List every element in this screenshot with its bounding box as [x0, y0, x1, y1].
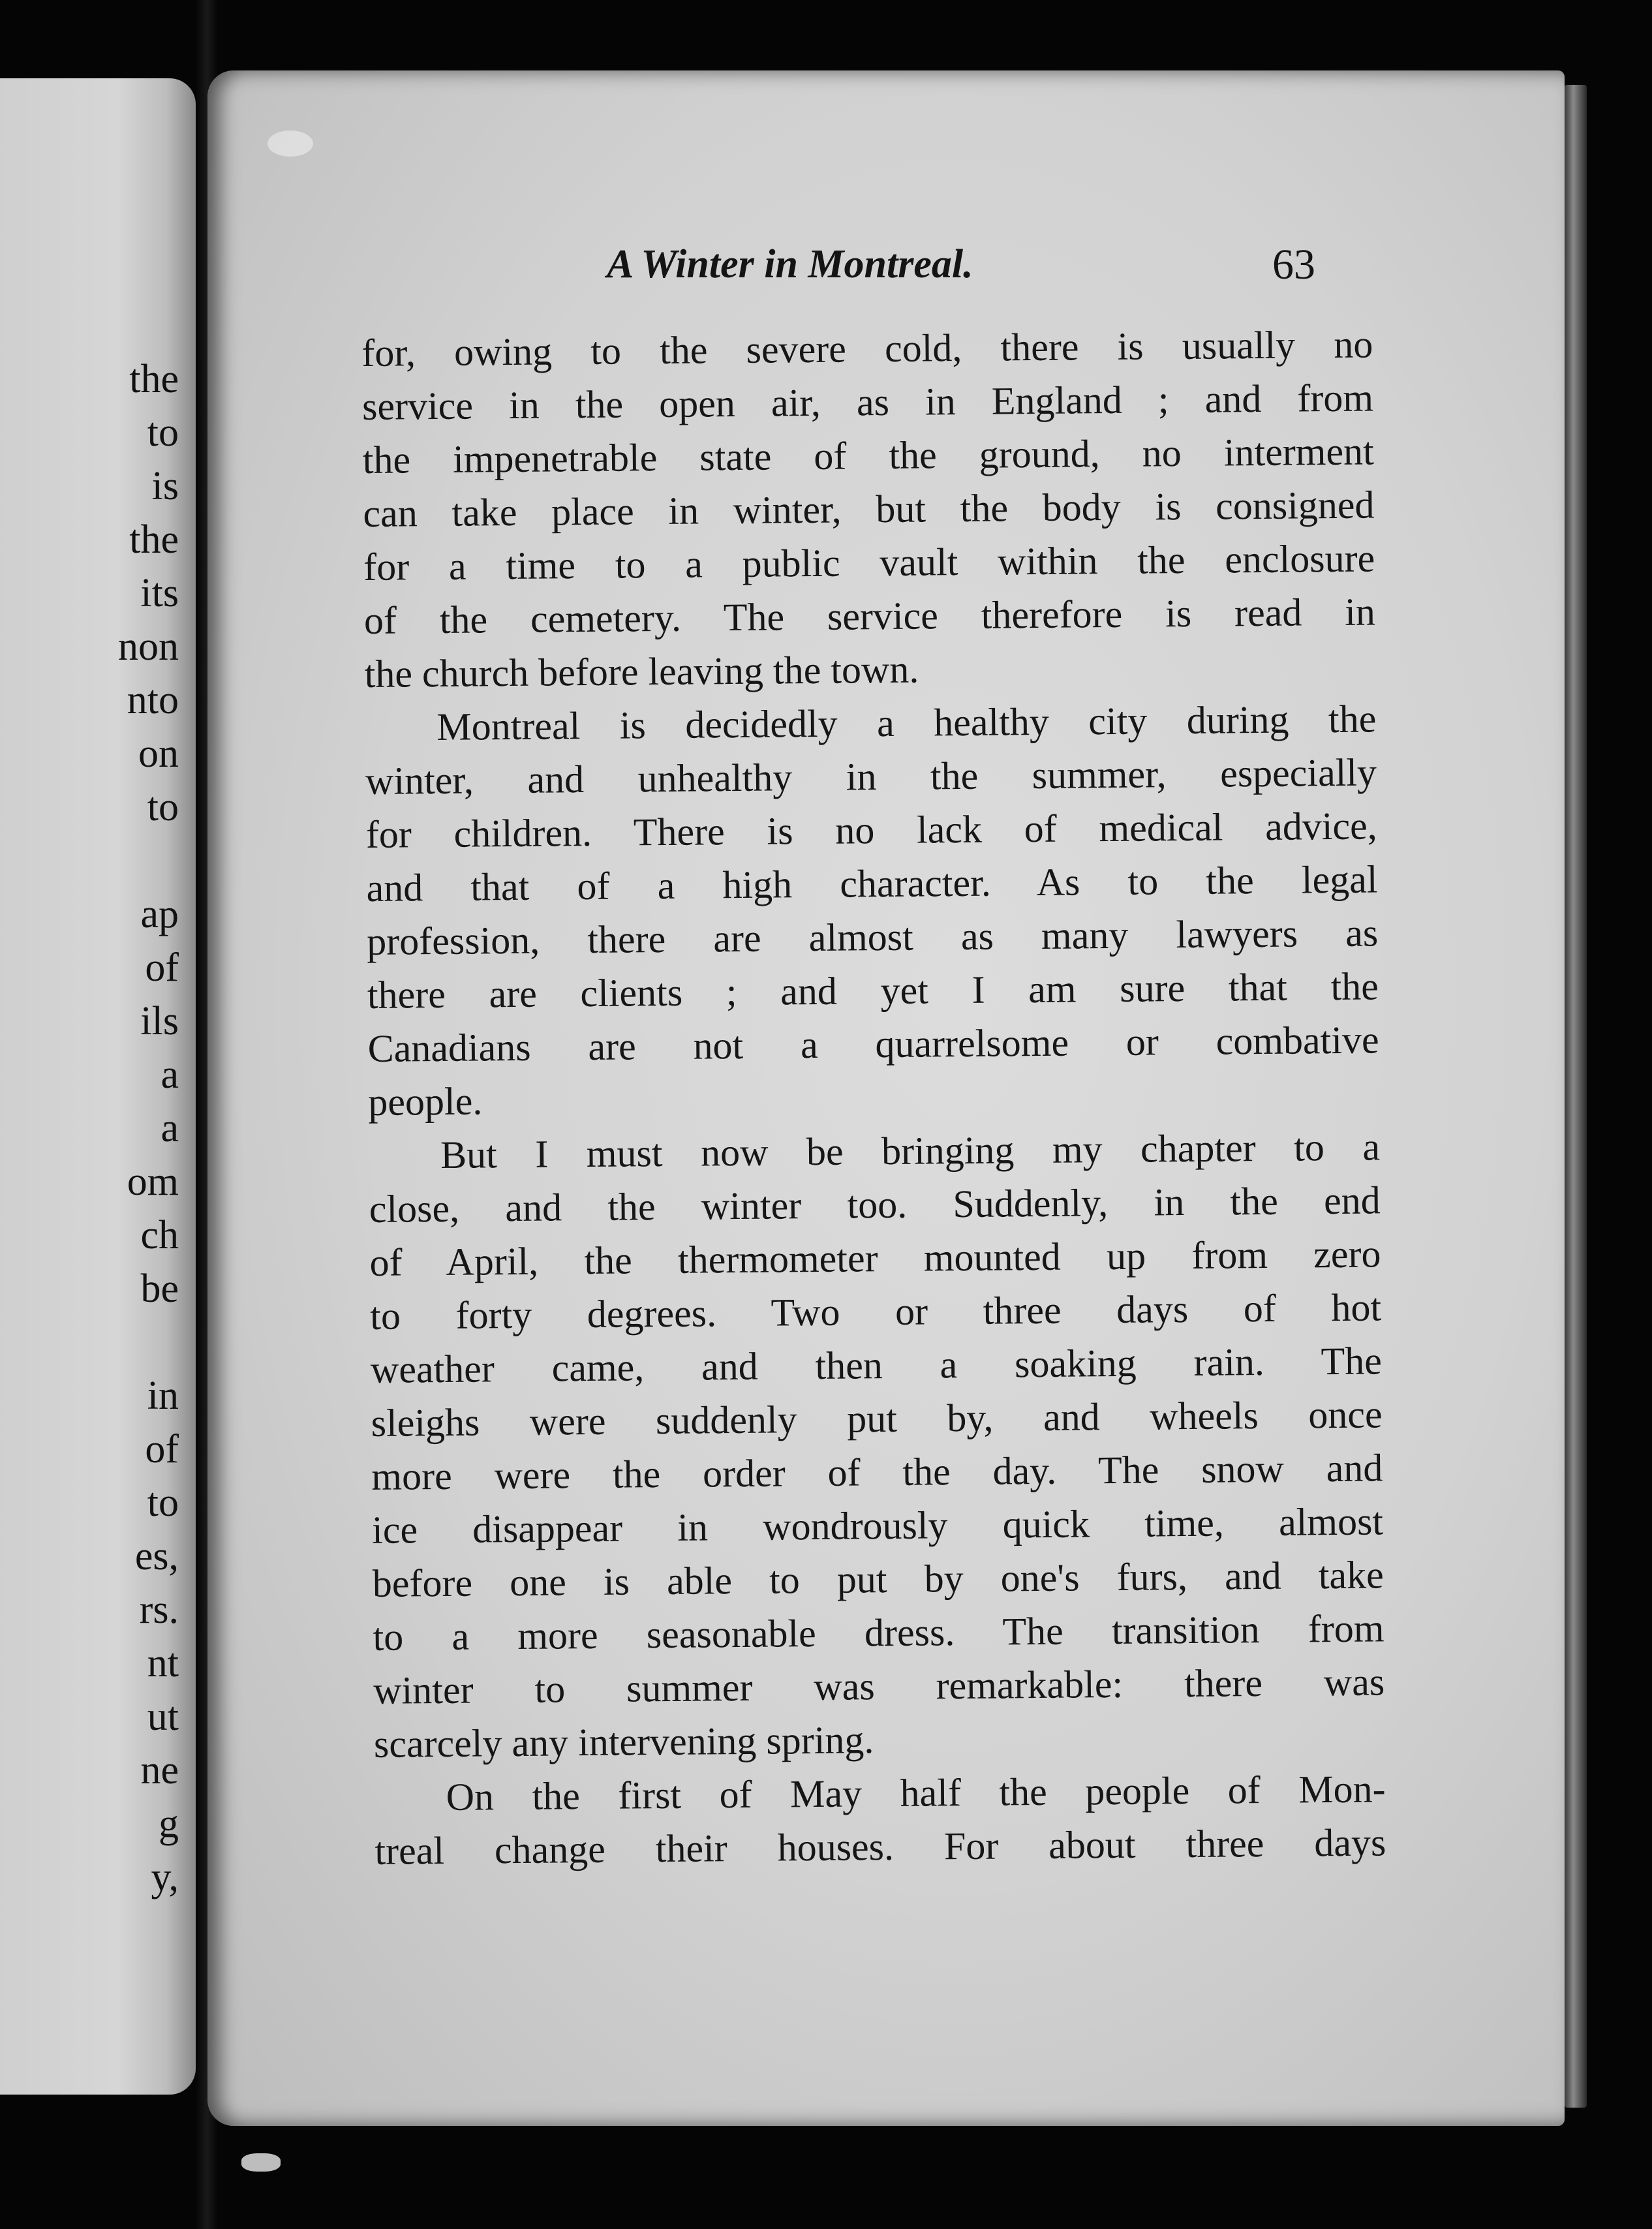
text-line: of April, the thermometer mounted up from zero [369, 1232, 1381, 1284]
left-fragment: ils [140, 999, 179, 1043]
text-line: ice disappear in wondrously quick time, almost [371, 1499, 1384, 1552]
text-line: and that of a high character. As to the legal [366, 857, 1378, 910]
left-fragment: to [147, 785, 179, 829]
left-fragment: the [129, 517, 179, 562]
text-line: treal change their houses. For about three days [375, 1821, 1386, 1873]
left-fragment: of [145, 945, 179, 990]
left-fragment: be [140, 1267, 179, 1311]
left-fragment: nto [127, 678, 179, 722]
page-number: 63 [1272, 241, 1315, 288]
text-line: Canadians are not a quarrelsome or combative [367, 1018, 1379, 1070]
text-line: the church before leaving the town. [364, 647, 919, 696]
text-line: for, owing to the severe cold, there is usually no [361, 322, 1373, 375]
text-line: weather came, and then a soaking rain. The [370, 1339, 1383, 1391]
text-line: winter to summer was remarkable: there was [373, 1660, 1385, 1712]
text-line: On the first of May half the people of Mon- [446, 1767, 1386, 1819]
text-line: there are clients ; and yet I am sure that the [367, 964, 1379, 1017]
left-fragment: a [161, 1106, 179, 1150]
left-fragment: rs. [139, 1588, 179, 1632]
left-fragment: om [127, 1160, 179, 1204]
left-page-text-fragments [9, 352, 179, 1904]
left-fragment: a [161, 1053, 179, 1097]
left-fragment: to [147, 1481, 179, 1525]
right-page-edge [1565, 85, 1587, 2108]
left-fragment: nt [147, 1641, 179, 1685]
left-fragment: es, [134, 1534, 179, 1578]
left-fragment: g [159, 1802, 179, 1846]
text-line: for children. There is no lack of medical advice, [365, 804, 1378, 856]
text-line: close, and the winter too. Suddenly, in the end [369, 1178, 1381, 1231]
left-fragment: non [118, 624, 179, 669]
left-fragment: y, [151, 1855, 179, 1899]
text-line: Montreal is decidedly a healthy city during the [436, 697, 1377, 749]
text-line: can take place in winter, but the body is consigned [363, 483, 1375, 535]
left-fragment: ap [140, 892, 179, 936]
text-line: for a time to a public vault within the enclosure [363, 536, 1375, 589]
left-fragment: on [138, 731, 179, 776]
text-line: scarcely any intervening spring. [373, 1718, 874, 1766]
text-line: sleighs were suddenly put by, and wheels once [371, 1392, 1383, 1445]
left-fragment: the [129, 357, 179, 401]
text-line: of the cemetery. The service therefore is read in [363, 590, 1376, 642]
left-fragment: is [151, 464, 179, 508]
text-line: to a more seasonable dress. The transition from [373, 1606, 1384, 1659]
left-page-edge [0, 78, 196, 2095]
text-line: winter, and unhealthy in the summer, especially [365, 750, 1377, 803]
text-line: profession, there are almost as many lawyers as [366, 911, 1379, 963]
left-fragment: to [147, 410, 179, 455]
left-fragment: ne [140, 1748, 179, 1792]
running-head: A Winter in Montreal. [607, 242, 973, 286]
left-fragment: of [145, 1427, 179, 1471]
left-fragment: in [147, 1374, 179, 1418]
text-line: service in the open air, as in England ; and from [361, 376, 1374, 428]
left-fragment-gap [9, 1315, 179, 1369]
text-line: people. [368, 1079, 483, 1124]
text-line: to forty degrees. Two or three days of hot [369, 1285, 1382, 1338]
text-line: before one is able to put by one's furs, and take [372, 1553, 1384, 1605]
text-line: more were the order of the day. The snow and [371, 1446, 1383, 1498]
left-fragment: ut [147, 1695, 179, 1739]
left-fragment-gap [9, 834, 179, 887]
paper-blemish-bottom [241, 2153, 281, 2172]
page-body-text [361, 317, 1386, 1877]
paper-blemish [268, 131, 313, 157]
left-fragment: its [140, 571, 179, 615]
left-fragment: ch [140, 1213, 179, 1257]
text-line: But I must now be bringing my chapter to a [440, 1125, 1381, 1176]
text-line: the impenetrable state of the ground, no interment [362, 429, 1375, 482]
